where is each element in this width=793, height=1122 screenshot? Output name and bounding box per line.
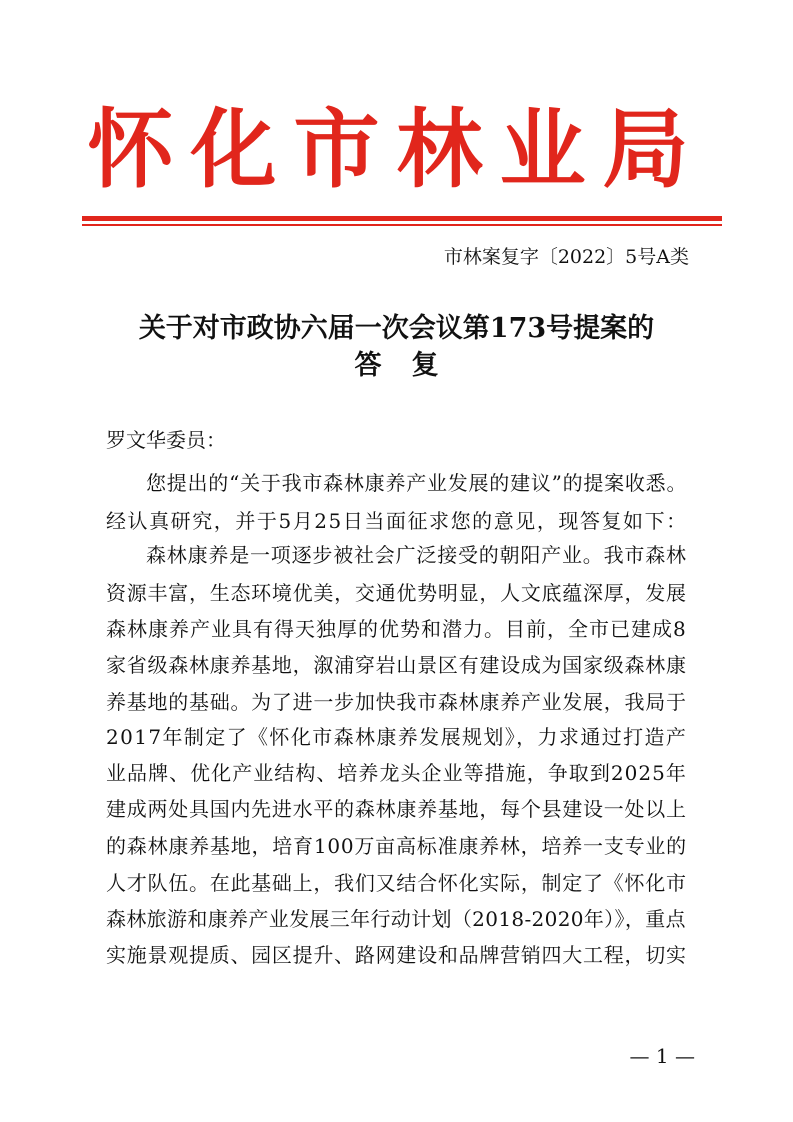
body-line: 人才队伍。在此基础上，我们又结合怀化实际，制定了《怀化市 (106, 871, 687, 895)
salutation: 罗文华委员： (106, 428, 226, 452)
body-line: 森林康养产业具有得天独厚的优势和潜力。目前，全市已建成8 (106, 617, 687, 641)
document-title-line-2: 答复 (354, 350, 469, 381)
body-line: 家省级森林康养基地，溆浦穿岩山景区有建设成为国家级森林康 (106, 653, 687, 677)
document-number: 市林案复字〔2022〕5号A类 (443, 246, 689, 268)
body-line: 森林旅游和康养产业发展三年行动计划（2018-2020年）》，重点 (106, 907, 686, 931)
body-line: 的森林康养基地，培育100万亩高标准康养林，培养一支专业的 (106, 834, 687, 858)
org-masthead: 怀化市林业局 (87, 100, 706, 200)
body-line: 经认真研究，并于5月25日当面征求您的意见，现答复如下： (106, 509, 688, 533)
body-line: 森林康养是一项逐步被社会广泛接受的朝阳产业。我市森林 (146, 543, 687, 567)
body-line: 建成两处具国内先进水平的森林康养基地，每个县建设一处以上 (106, 797, 687, 821)
red-divider-thick (82, 216, 722, 221)
body-line: 您提出的“关于我市森林康养产业发展的建议”的提案收悉。 (146, 471, 688, 495)
body-line: 资源丰富，生态环境优美，交通优势明显，人文底蕴深厚，发展 (106, 581, 687, 605)
body-line: 业品牌、优化产业结构、培养龙头企业等措施，争取到2025年 (106, 761, 687, 785)
body-line: 实施景观提质、园区提升、路网建设和品牌营销四大工程，切实 (106, 943, 687, 967)
red-divider-thin (82, 224, 722, 226)
page-number: — 1 — (629, 1044, 695, 1068)
document-title-line-1: 关于对市政协六届一次会议第173号提案的 (138, 313, 655, 344)
body-line: 养基地的基础。为了进一步加快我市森林康养产业发展，我局于 (106, 690, 687, 714)
body-line: 2017年制定了《怀化市森林康养发展规划》，力求通过打造产 (106, 725, 688, 749)
